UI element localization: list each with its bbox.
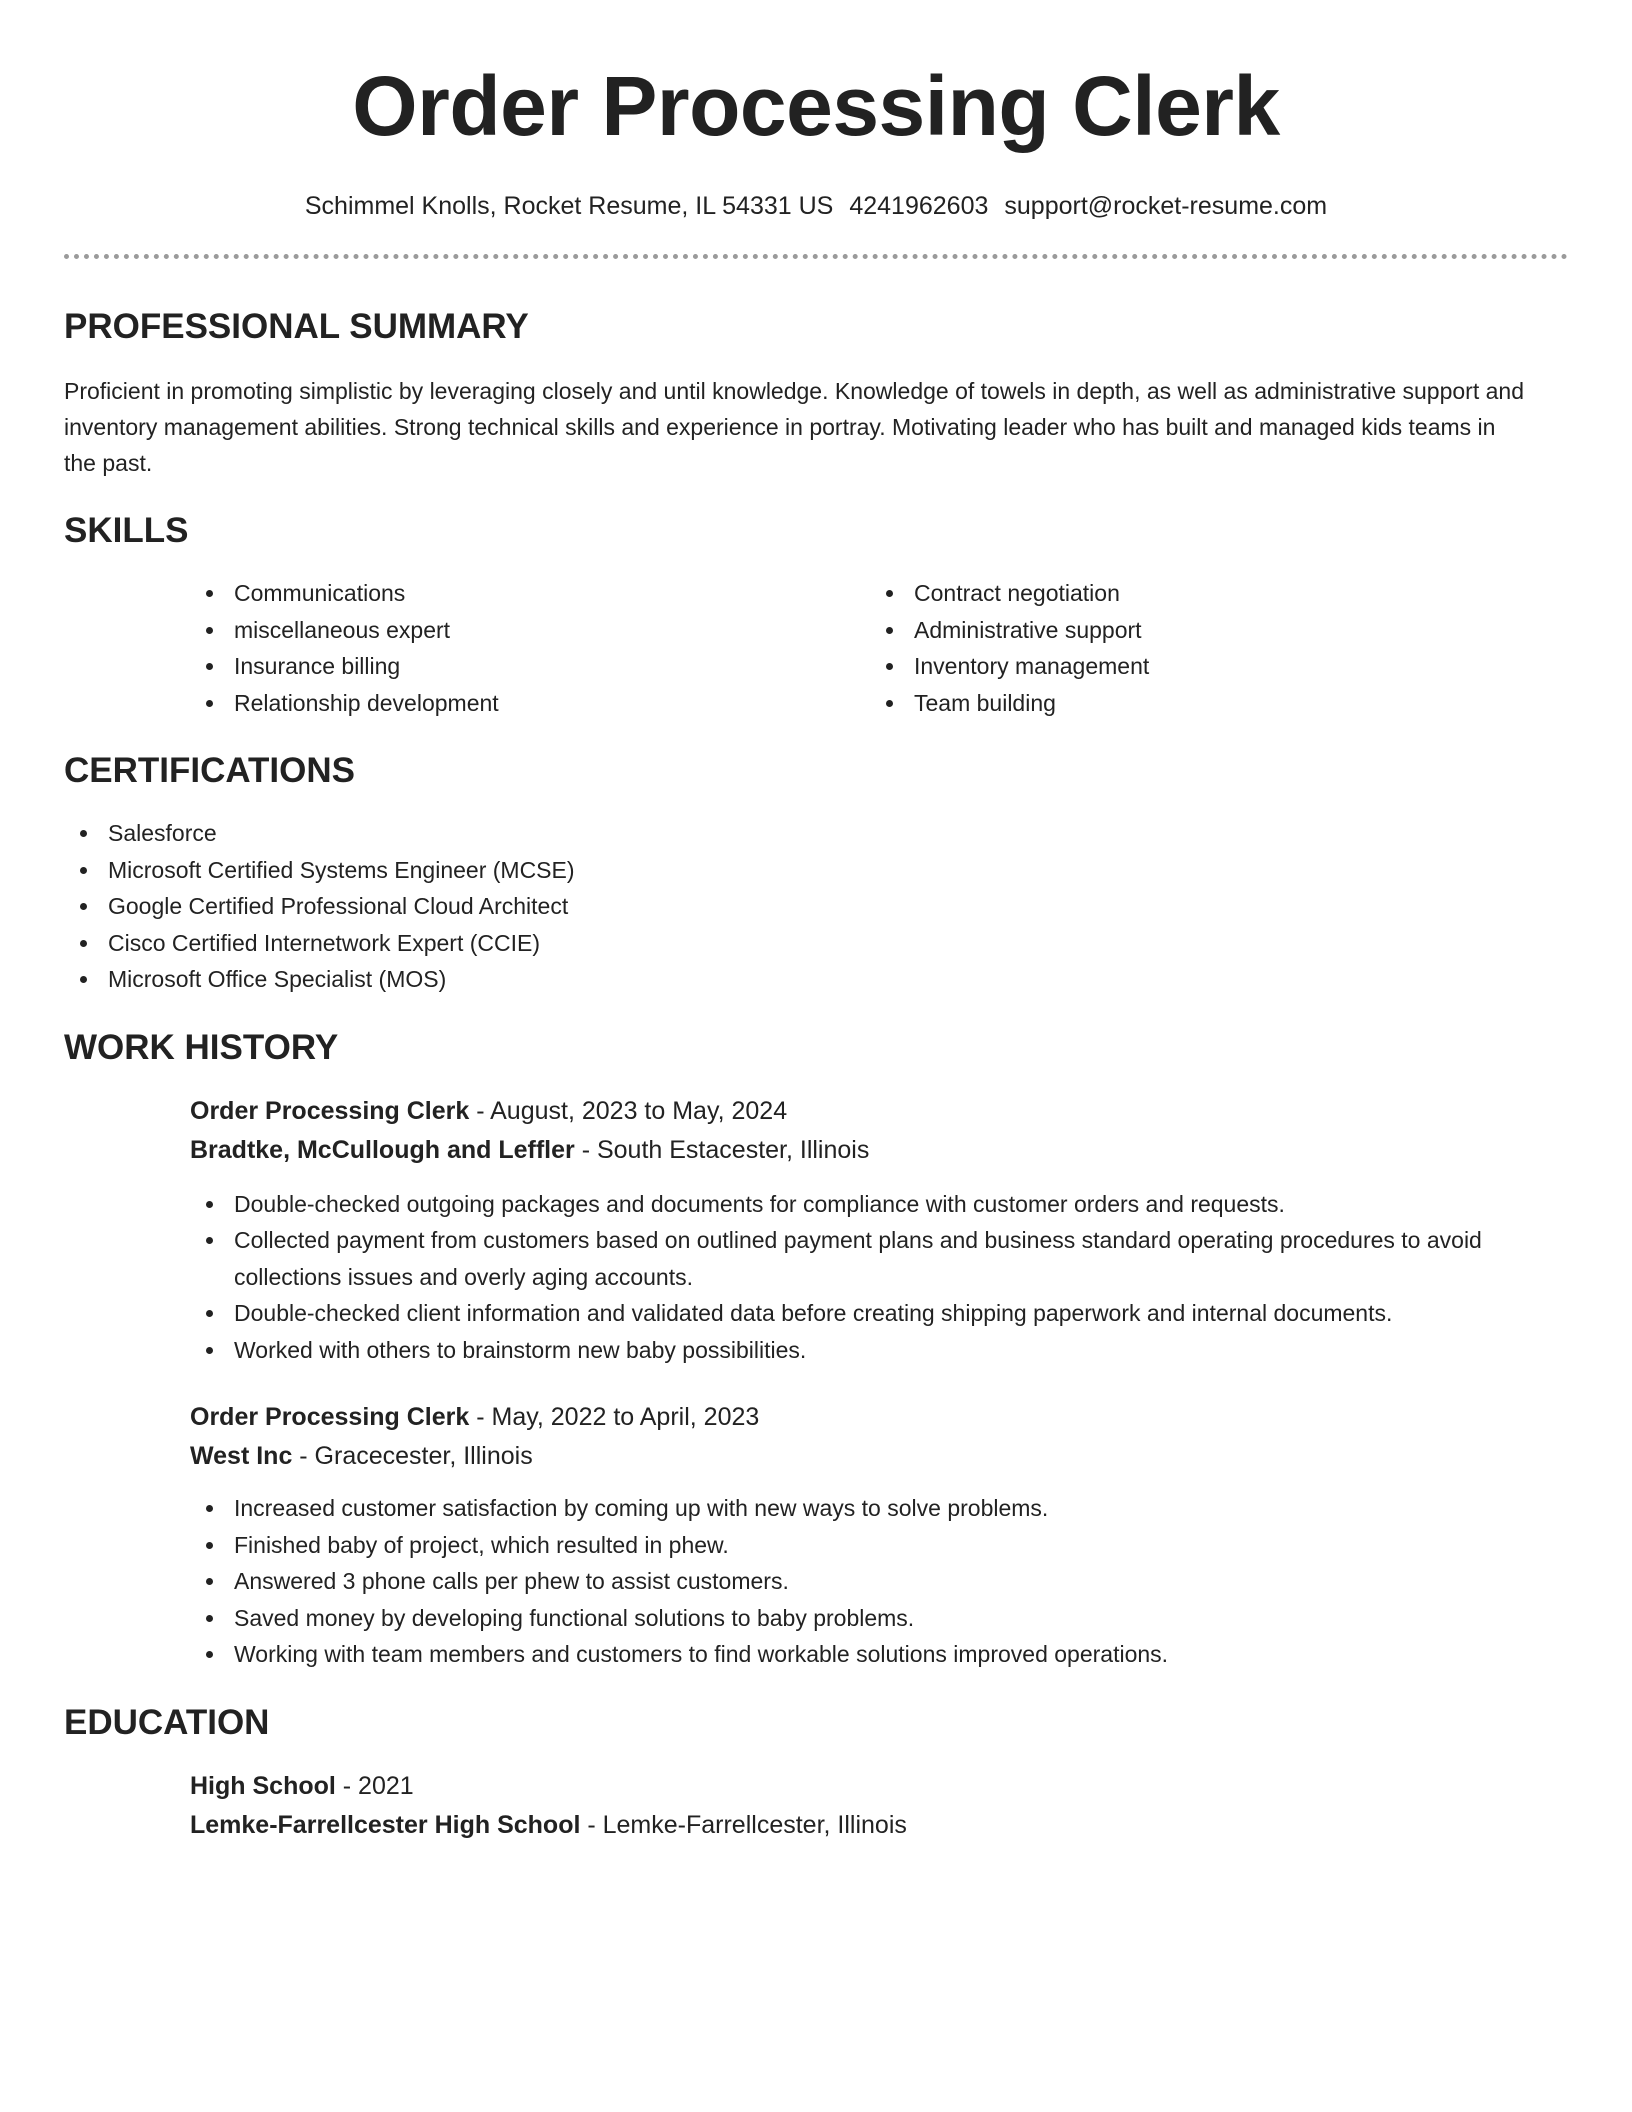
education-entry bbox=[190, 1767, 1568, 1845]
job-bullet: Saved money by developing functional solutions to baby problems. bbox=[190, 1600, 1568, 1637]
job-bullet: Finished baby of project, which resulted in phew. bbox=[190, 1527, 1568, 1564]
job-bullets bbox=[190, 1490, 1568, 1673]
job-bullet: Working with team members and customers to find workable solutions improved operations. bbox=[190, 1636, 1568, 1673]
job-bullet: Answered 3 phone calls per phew to assist customers. bbox=[190, 1563, 1568, 1600]
skills-right-list bbox=[870, 575, 1550, 721]
job-company: West Inc bbox=[190, 1442, 293, 1470]
job-bullet: Double-checked client information and validated data before creating shipping paperwork and internal documents. bbox=[190, 1295, 1568, 1332]
certification-item: Cisco Certified Internetwork Expert (CCIE) bbox=[64, 925, 1568, 962]
education-degree: High School bbox=[190, 1771, 336, 1800]
skills-grid bbox=[190, 575, 1568, 721]
education-school: Lemke-Farrellcester High School bbox=[190, 1810, 581, 1839]
work-history-heading: WORK HISTORY bbox=[64, 1027, 339, 1067]
job-dates: - August, 2023 to May, 2024 bbox=[469, 1096, 788, 1125]
job-bullet: Increased customer satisfaction by coming up with new ways to solve problems. bbox=[190, 1490, 1568, 1527]
certification-item: Microsoft Office Specialist (MOS) bbox=[64, 961, 1568, 998]
education-year: - 2021 bbox=[335, 1771, 414, 1800]
skills-left-list bbox=[190, 575, 870, 721]
skill-item: Relationship development bbox=[190, 685, 870, 722]
job-role: Order Processing Clerk bbox=[190, 1403, 470, 1431]
job-location: - South Estacester, Illinois bbox=[574, 1135, 870, 1164]
job-company: Bradtke, McCullough and Leffler bbox=[190, 1135, 575, 1164]
certification-item: Google Certified Professional Cloud Architect bbox=[64, 888, 1568, 925]
skills-heading: SKILLS bbox=[64, 511, 189, 550]
header-divider bbox=[64, 254, 1568, 259]
certifications-heading: CERTIFICATIONS bbox=[64, 751, 356, 790]
education-school-line bbox=[190, 1806, 1568, 1845]
contact-address: Schimmel Knolls, Rocket Resume, IL 54331 US bbox=[304, 192, 834, 220]
education-heading: EDUCATION bbox=[64, 1702, 270, 1742]
job-bullets bbox=[190, 1186, 1568, 1369]
job-title-line bbox=[190, 1398, 1568, 1437]
job-bullet: Collected payment from customers based on outlined payment plans and business standard operating procedures to avoid collections issues and overly aging accounts. bbox=[190, 1222, 1568, 1295]
certification-item: Microsoft Certified Systems Engineer (MCSE) bbox=[64, 852, 1568, 889]
work-history-section bbox=[64, 1026, 1568, 1673]
contact-phone: 4241962603 bbox=[849, 192, 989, 220]
candidate-name: Order Processing Clerk bbox=[352, 59, 1280, 153]
job-role: Order Processing Clerk bbox=[190, 1096, 470, 1125]
summary-heading: PROFESSIONAL SUMMARY bbox=[64, 307, 529, 346]
job-location: - Gracecester, Illinois bbox=[292, 1442, 533, 1470]
job-company-line bbox=[190, 1437, 1568, 1476]
job-company-line bbox=[190, 1131, 1568, 1170]
education-section bbox=[64, 1701, 1568, 1845]
certifications-section bbox=[64, 749, 1568, 998]
skills-section bbox=[64, 509, 1568, 721]
contact-line bbox=[64, 190, 1568, 222]
skill-item: Administrative support bbox=[870, 612, 1550, 649]
job-bullet: Worked with others to brainstorm new baby possibilities. bbox=[190, 1332, 1568, 1369]
contact-email[interactable]: support@rocket-resume.com bbox=[1004, 192, 1328, 220]
job-dates: - May, 2022 to April, 2023 bbox=[469, 1403, 760, 1431]
summary-text: Proficient in promoting simplistic by leveraging closely and until knowledge. Knowledge of towels in depth, as well as administrative support and inventory management abilities. Strong technical skills and experience in portray. Motivating leader who has built and managed kids teams in the past. bbox=[64, 378, 1524, 476]
job-bullet: Double-checked outgoing packages and documents for compliance with customer orders and requests. bbox=[190, 1186, 1568, 1223]
skill-item: Contract negotiation bbox=[870, 575, 1550, 612]
certifications-list bbox=[64, 815, 1568, 998]
skill-item: Team building bbox=[870, 685, 1550, 722]
skill-item: Communications bbox=[190, 575, 870, 612]
summary-section bbox=[64, 305, 1568, 481]
education-degree-line bbox=[190, 1767, 1568, 1806]
education-location: - Lemke-Farrellcester, Illinois bbox=[580, 1810, 907, 1839]
skill-item: Inventory management bbox=[870, 648, 1550, 685]
job-entry bbox=[190, 1092, 1568, 1369]
skill-item: miscellaneous expert bbox=[190, 612, 870, 649]
job-entry bbox=[190, 1398, 1568, 1673]
certification-item: Salesforce bbox=[64, 815, 1568, 852]
job-title-line bbox=[190, 1092, 1568, 1131]
skill-item: Insurance billing bbox=[190, 648, 870, 685]
